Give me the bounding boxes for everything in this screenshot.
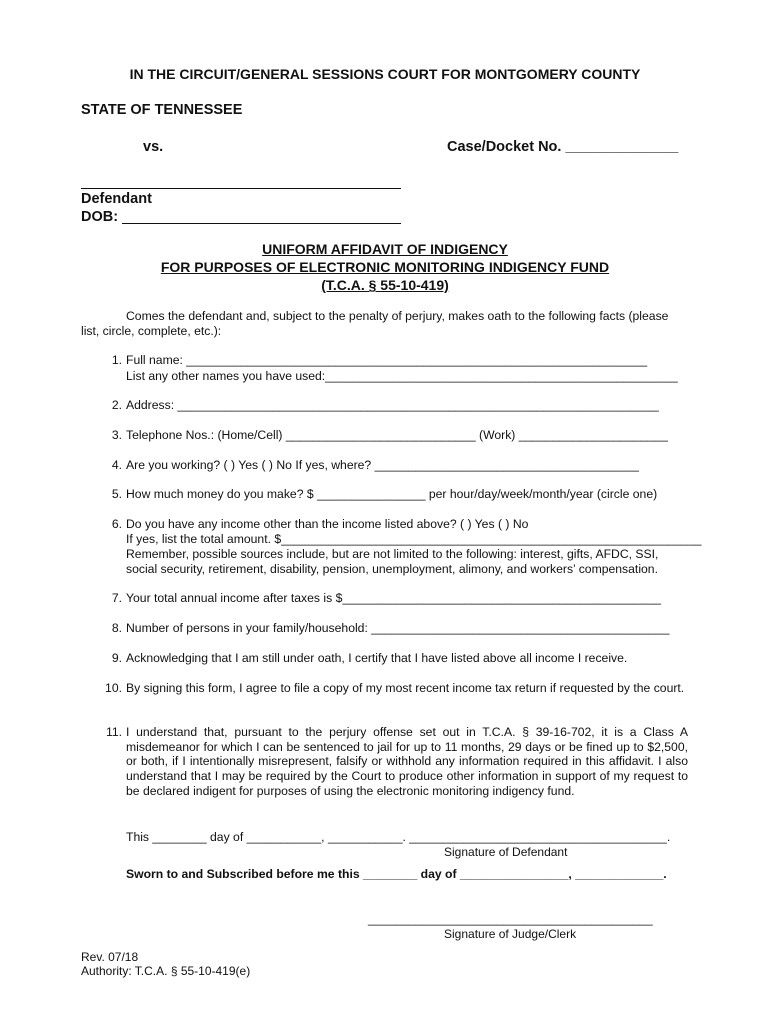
revision-label: Rev. 07/18 (81, 950, 139, 964)
intro-line-2: list, circle, complete, etc.): (81, 324, 222, 338)
statute-citation: (T.C.A. § 55-10-419) (321, 277, 449, 293)
form-subtitle: FOR PURPOSES OF ELECTRONIC MONITORING INDIGENCY FUND (160, 259, 610, 275)
judge-signature-label: Signature of Judge/Clerk (444, 927, 577, 941)
defendant-signature-label: Signature of Defendant (444, 845, 568, 859)
telephone-field[interactable]: Telephone Nos.: (Home/Cell) ____________________________ (Work) ______________________ (126, 428, 668, 442)
full-name-field[interactable]: Full name: ____________________________________________________________________ (126, 353, 648, 367)
court-heading: IN THE CIRCUIT/GENERAL SESSIONS COURT FOR MONTGOMERY COUNTY (129, 66, 641, 82)
annual-income-field[interactable]: Your total annual income after taxes is $_______________________________________________ (126, 591, 661, 605)
state-heading: STATE OF TENNESSEE (81, 102, 243, 118)
case-docket-field[interactable]: Case/Docket No. ______________ (447, 139, 679, 155)
item-number: 3. (111, 428, 122, 442)
item-number: 9. (111, 651, 122, 665)
item-number: 6. (111, 517, 122, 531)
defendant-name-line[interactable] (81, 188, 401, 189)
income-sources-note: Remember, possible sources include, but are not limited to the following: interest, gifts, AFDC, SSI, (126, 547, 659, 561)
income-sources-note-cont: social security, retirement, disability, pension, unemployment, alimony, and workers’ compensation. (126, 562, 658, 576)
item-number: 8. (111, 621, 122, 635)
item-number: 1. (111, 353, 122, 367)
form-title: UNIFORM AFFIDAVIT OF INDIGENCY (262, 241, 508, 257)
working-question[interactable]: Are you working? ( ) Yes ( ) No If yes, where? _______________________________________ (126, 458, 639, 472)
intro-line-1: Comes the defendant and, subject to the penalty of perjury, makes oath to the following facts (please (126, 309, 669, 323)
item-number: 10. (105, 681, 122, 695)
dob-field-line[interactable] (122, 223, 401, 224)
tax-return-agreement: By signing this form, I agree to file a copy of my most recent income tax return if requested by the court. (126, 681, 685, 695)
date-and-signature-field[interactable]: This ________ day of ___________, ___________. ______________________________________. (126, 830, 671, 844)
household-size-field[interactable]: Number of persons in your family/household: ____________________________________________ (126, 621, 670, 635)
defendant-label: Defendant (81, 191, 152, 207)
sworn-subscribed-field[interactable]: Sworn to and Subscribed before me this ________ day of ________________, _____________. (126, 867, 667, 881)
perjury-statement: I understand that, pursuant to the perjury offense set out in T.C.A. § 39-16-702, it is a Class A misdemeanor for which I can be sentenced to jail for up to 11 months, 29 days or be fined up to $2,500, or both, if I intentionally misrepresent, falsify or withhold any information required in this affidavit. I also understand that I may be required by the Court to produce other information in support of my request to be declared indigent for purposes of using the electronic monitoring indigency fund. (126, 725, 688, 798)
dob-label: DOB: (81, 209, 119, 225)
item-number: 5. (111, 487, 122, 501)
judge-signature-line[interactable]: __________________________________________ (368, 912, 653, 926)
address-field[interactable]: Address: _______________________________________________________________________ (126, 398, 659, 412)
item-number: 4. (111, 458, 122, 472)
versus-label: vs. (143, 139, 164, 155)
item-number: 7. (111, 591, 122, 605)
earnings-field[interactable]: How much money do you make? $ ________________ per hour/day/week/month/year (circle one) (126, 487, 658, 501)
item-number: 11. (105, 725, 122, 739)
other-names-field[interactable]: List any other names you have used:____________________________________________________ (126, 369, 678, 383)
oath-acknowledgement: Acknowledging that I am still under oath, I certify that I have listed above all income I receive. (126, 651, 628, 665)
authority-label: Authority: T.C.A. § 55-10-419(e) (81, 964, 251, 978)
item-number: 2. (111, 398, 122, 412)
other-income-question[interactable]: Do you have any income other than the income listed above? ( ) Yes ( ) No (126, 517, 529, 531)
other-income-amount-field[interactable]: If yes, list the total amount. $______________________________________________________________ (126, 532, 702, 546)
